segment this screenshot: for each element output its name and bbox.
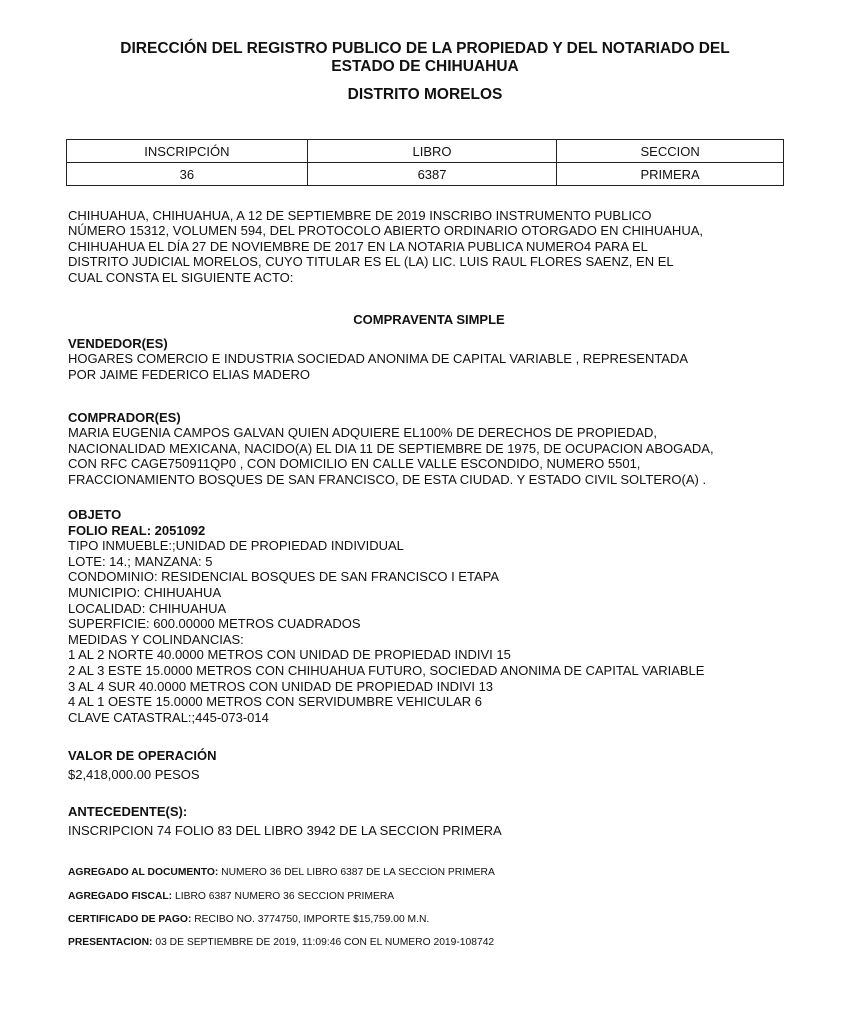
folio-real: FOLIO REAL: 2051092: [68, 522, 206, 538]
document-header: [60, 40, 790, 104]
buyer-line: MARIA EUGENIA CAMPOS GALVAN QUIEN ADQUIERE EL100% DE DERECHOS DE PROPIEDAD,: [68, 425, 658, 441]
header-line-2: ESTADO DE CHIHUAHUA: [331, 58, 519, 75]
object-line: MEDIDAS Y COLINDANCIAS:: [68, 631, 244, 647]
object-section: [68, 507, 788, 725]
note-payment-certificate: [68, 914, 429, 925]
object-line: 3 AL 4 SUR 40.0000 METROS CON UNIDAD DE PROPIEDAD INDIVI 13: [68, 678, 494, 694]
seller-section: [68, 336, 788, 382]
object-line: CLAVE CATASTRAL:;445-073-014: [68, 709, 269, 725]
note-label: PRESENTACION:: [68, 937, 153, 948]
intro-line: CUAL CONSTA EL SIGUIENTE ACTO:: [68, 269, 294, 285]
note-value: RECIBO NO. 3774750, IMPORTE $15,759.00 M.N.: [191, 914, 430, 925]
intro-paragraph: [68, 208, 758, 285]
buyer-section: [68, 410, 788, 487]
inscripcion-value: 36: [67, 163, 308, 186]
col-inscripcion-header: INSCRIPCIÓN: [67, 140, 308, 163]
operation-value: $2,418,000.00 PESOS: [68, 767, 200, 782]
seller-line: HOGARES COMERCIO E INDUSTRIA SOCIEDAD ANONIMA DE CAPITAL VARIABLE , REPRESENTADA: [68, 351, 689, 367]
object-label: OBJETO: [68, 507, 122, 522]
registration-value-row: [67, 163, 784, 186]
object-line: TIPO INMUEBLE:;UNIDAD DE PROPIEDAD INDIVIDUAL: [68, 538, 404, 554]
object-line: CONDOMINIO: RESIDENCIAL BOSQUES DE SAN FRANCISCO I ETAPA: [68, 569, 499, 585]
seller-line: POR JAIME FEDERICO ELIAS MADERO: [68, 366, 310, 382]
object-line: MUNICIPIO: CHIHUAHUA: [68, 584, 222, 600]
note-label: AGREGADO FISCAL:: [68, 891, 173, 902]
object-line: 2 AL 3 ESTE 15.0000 METROS CON CHIHUAHUA FUTURO, SOCIEDAD ANONIMA DE CAPITAL VARIABLE: [68, 662, 705, 678]
col-libro-header: LIBRO: [307, 140, 556, 163]
object-line: 1 AL 2 NORTE 40.0000 METROS CON UNIDAD DE PROPIEDAD INDIVI 15: [68, 647, 511, 663]
intro-line: CHIHUAHUA EL DÍA 27 DE NOVIEMBRE DE 2017 EN LA NOTARIA PUBLICA NUMERO4 PARA EL: [68, 238, 648, 254]
note-label: AGREGADO AL DOCUMENTO:: [68, 867, 219, 878]
object-line: LOCALIDAD: CHIHUAHUA: [68, 600, 227, 616]
antecedents-value: INSCRIPCION 74 FOLIO 83 DEL LIBRO 3942 DE LA SECCION PRIMERA: [68, 823, 502, 838]
note-value: NUMERO 36 DEL LIBRO 6387 DE LA SECCION PRIMERA: [218, 867, 495, 878]
note-added-document: [68, 867, 495, 878]
district-title: DISTRITO MORELOS: [347, 86, 503, 103]
act-title: COMPRAVENTA SIMPLE: [353, 312, 505, 327]
note-label: CERTIFICADO DE PAGO:: [68, 914, 192, 925]
intro-line: NÚMERO 15312, VOLUMEN 594, DEL PROTOCOLO ABIERTO ORDINARIO OTORGADO EN CHIHUAHUA,: [68, 223, 703, 239]
col-seccion-header: SECCION: [557, 140, 784, 163]
buyer-line: FRACCIONAMIENTO BOSQUES DE SAN FRANCISCO, DE ESTA CIUDAD. Y ESTADO CIVIL SOLTERO(A) .: [68, 471, 707, 487]
registration-header-row: [67, 140, 784, 163]
buyer-label: COMPRADOR(ES): [68, 410, 181, 425]
note-value: 03 DE SEPTIEMBRE DE 2019, 11:09:46 CON EL NUMERO 2019-108742: [152, 937, 495, 948]
antecedents-label: ANTECEDENTE(S):: [68, 804, 188, 819]
seller-label: VENDEDOR(ES): [68, 336, 168, 351]
antecedents-section: [68, 802, 788, 840]
value-section: [68, 746, 788, 784]
intro-line: DISTRITO JUDICIAL MORELOS, CUYO TITULAR ES EL (LA) LIC. LUIS RAUL FLORES SAENZ, EN EL: [68, 254, 674, 270]
intro-line: CHIHUAHUA, CHIHUAHUA, A 12 DE SEPTIEMBRE DE 2019 INSCRIBO INSTRUMENTO PUBLICO: [68, 208, 652, 223]
object-line: 4 AL 1 OESTE 15.0000 METROS CON SERVIDUMBRE VEHICULAR 6: [68, 694, 482, 710]
note-presentation: [68, 937, 494, 948]
buyer-line: NACIONALIDAD MEXICANA, NACIDO(A) EL DIA 11 DE SEPTIEMBRE DE 1975, DE OCUPACION ABOGADA,: [68, 440, 714, 456]
value-label: VALOR DE OPERACIÓN: [68, 748, 217, 763]
registration-table: [66, 139, 784, 186]
note-fiscal: [68, 891, 394, 902]
object-line: LOTE: 14.; MANZANA: 5: [68, 553, 213, 569]
seccion-value: PRIMERA: [557, 163, 784, 186]
buyer-line: CON RFC CAGE750911QP0 , CON DOMICILIO EN CALLE VALLE ESCONDIDO, NUMERO 5501,: [68, 456, 641, 472]
object-line: SUPERFICIE: 600.00000 METROS CUADRADOS: [68, 616, 361, 632]
note-value: LIBRO 6387 NUMERO 36 SECCION PRIMERA: [172, 891, 395, 902]
libro-value: 6387: [307, 163, 556, 186]
header-line-1: DIRECCIÓN DEL REGISTRO PUBLICO DE LA PROPIEDAD Y DEL NOTARIADO DEL: [120, 40, 730, 57]
